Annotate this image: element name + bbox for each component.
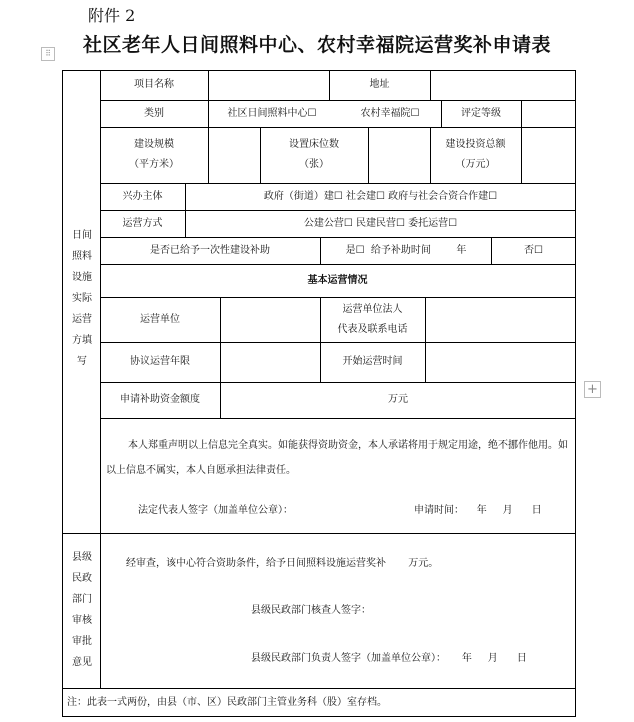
category-community-checkbox[interactable]: 社区日间照料中心☐ bbox=[227, 107, 317, 119]
review-text: 经审查，该中心符合资助条件，给予日间照料设施运营奖补 万元。 bbox=[126, 558, 439, 569]
build-scale-label: 建设规模 （平方米） bbox=[129, 139, 179, 170]
leader-sign-label: 县级民政部门负责人签字（加盖单位公章）： 年 月 日 bbox=[251, 653, 527, 664]
rating-label: 评定等级 bbox=[461, 107, 501, 119]
attachment-label: 附件 2 bbox=[88, 6, 136, 25]
operating-unit-field[interactable] bbox=[221, 298, 320, 342]
footer-note: 注：此表一式两份，由县（市、区）民政部门主管业务科（股）室存档。 bbox=[67, 697, 387, 708]
agreement-years-field[interactable] bbox=[221, 343, 320, 382]
project-name-label: 项目名称 bbox=[134, 79, 174, 90]
apply-amount-label: 申请补助资金额度 bbox=[120, 394, 200, 405]
bed-count-label: 设置床位数 （张） bbox=[289, 139, 339, 170]
project-name-field[interactable] bbox=[209, 71, 329, 100]
add-column-icon[interactable]: + bbox=[584, 381, 601, 398]
apply-date-label: 申请时间： 年 月 日 bbox=[414, 505, 542, 516]
address-field[interactable] bbox=[431, 71, 575, 100]
legal-rep-label: 运营单位法人 代表及联系电话 bbox=[337, 303, 408, 335]
section-label-facility: 日间 照料 设施 实际 运营 方填 写 bbox=[72, 229, 92, 367]
declaration-text: 本人郑重声明以上信息完全真实。如能获得资助资金，本人承诺将用于规定用途，绝不挪作他用。如以上信息不属实，本人自愿承担法律责任。 bbox=[106, 440, 568, 476]
subsidy-question-label: 是否已给予一次性建设补助 bbox=[150, 244, 270, 256]
bed-count-field[interactable] bbox=[369, 128, 430, 183]
start-time-field[interactable] bbox=[426, 343, 575, 382]
subsidy-yes-option[interactable]: 是☐ 给予补助时间 年 bbox=[345, 244, 467, 256]
subsidy-no-option[interactable]: 否☐ bbox=[524, 244, 543, 256]
address-label: 地址 bbox=[369, 79, 390, 90]
table-move-handle-icon[interactable]: ⠿ bbox=[41, 47, 55, 61]
form-title: 社区老年人日间照料中心、农村幸福院运营奖补申请表 bbox=[82, 34, 551, 56]
legal-rep-field[interactable] bbox=[426, 298, 575, 342]
start-time-label: 开始运营时间 bbox=[342, 356, 403, 367]
operation-mode-options[interactable]: 公建公营☐ 民建民营☐ 委托运营☐ bbox=[303, 217, 458, 229]
checker-sign-label: 县级民政部门核查人签字： bbox=[251, 605, 371, 616]
investment-field[interactable] bbox=[522, 128, 575, 183]
category-rural-checkbox[interactable]: 农村幸福院☐ bbox=[360, 107, 420, 119]
host-options[interactable]: 政府（街道）建☐ 社会建☐ 政府与社会合资合作建☐ bbox=[263, 190, 498, 202]
basic-operation-heading: 基本运营情况 bbox=[307, 274, 368, 286]
operating-unit-label: 运营单位 bbox=[140, 313, 180, 325]
legal-sign-label: 法定代表人签字（加盖单位公章）： bbox=[138, 505, 293, 516]
section-label-review: 县级 民政 部门 审核 审批 意见 bbox=[72, 552, 92, 668]
operation-mode-label: 运营方式 bbox=[122, 217, 163, 229]
rating-field[interactable] bbox=[522, 101, 575, 127]
category-label: 类别 bbox=[144, 107, 164, 119]
investment-label: 建设投资总额 （万元） bbox=[445, 139, 506, 170]
apply-amount-unit: 万元 bbox=[388, 394, 408, 405]
host-label: 兴办主体 bbox=[122, 190, 163, 202]
build-scale-field[interactable] bbox=[209, 128, 260, 183]
agreement-years-label: 协议运营年限 bbox=[130, 356, 190, 367]
